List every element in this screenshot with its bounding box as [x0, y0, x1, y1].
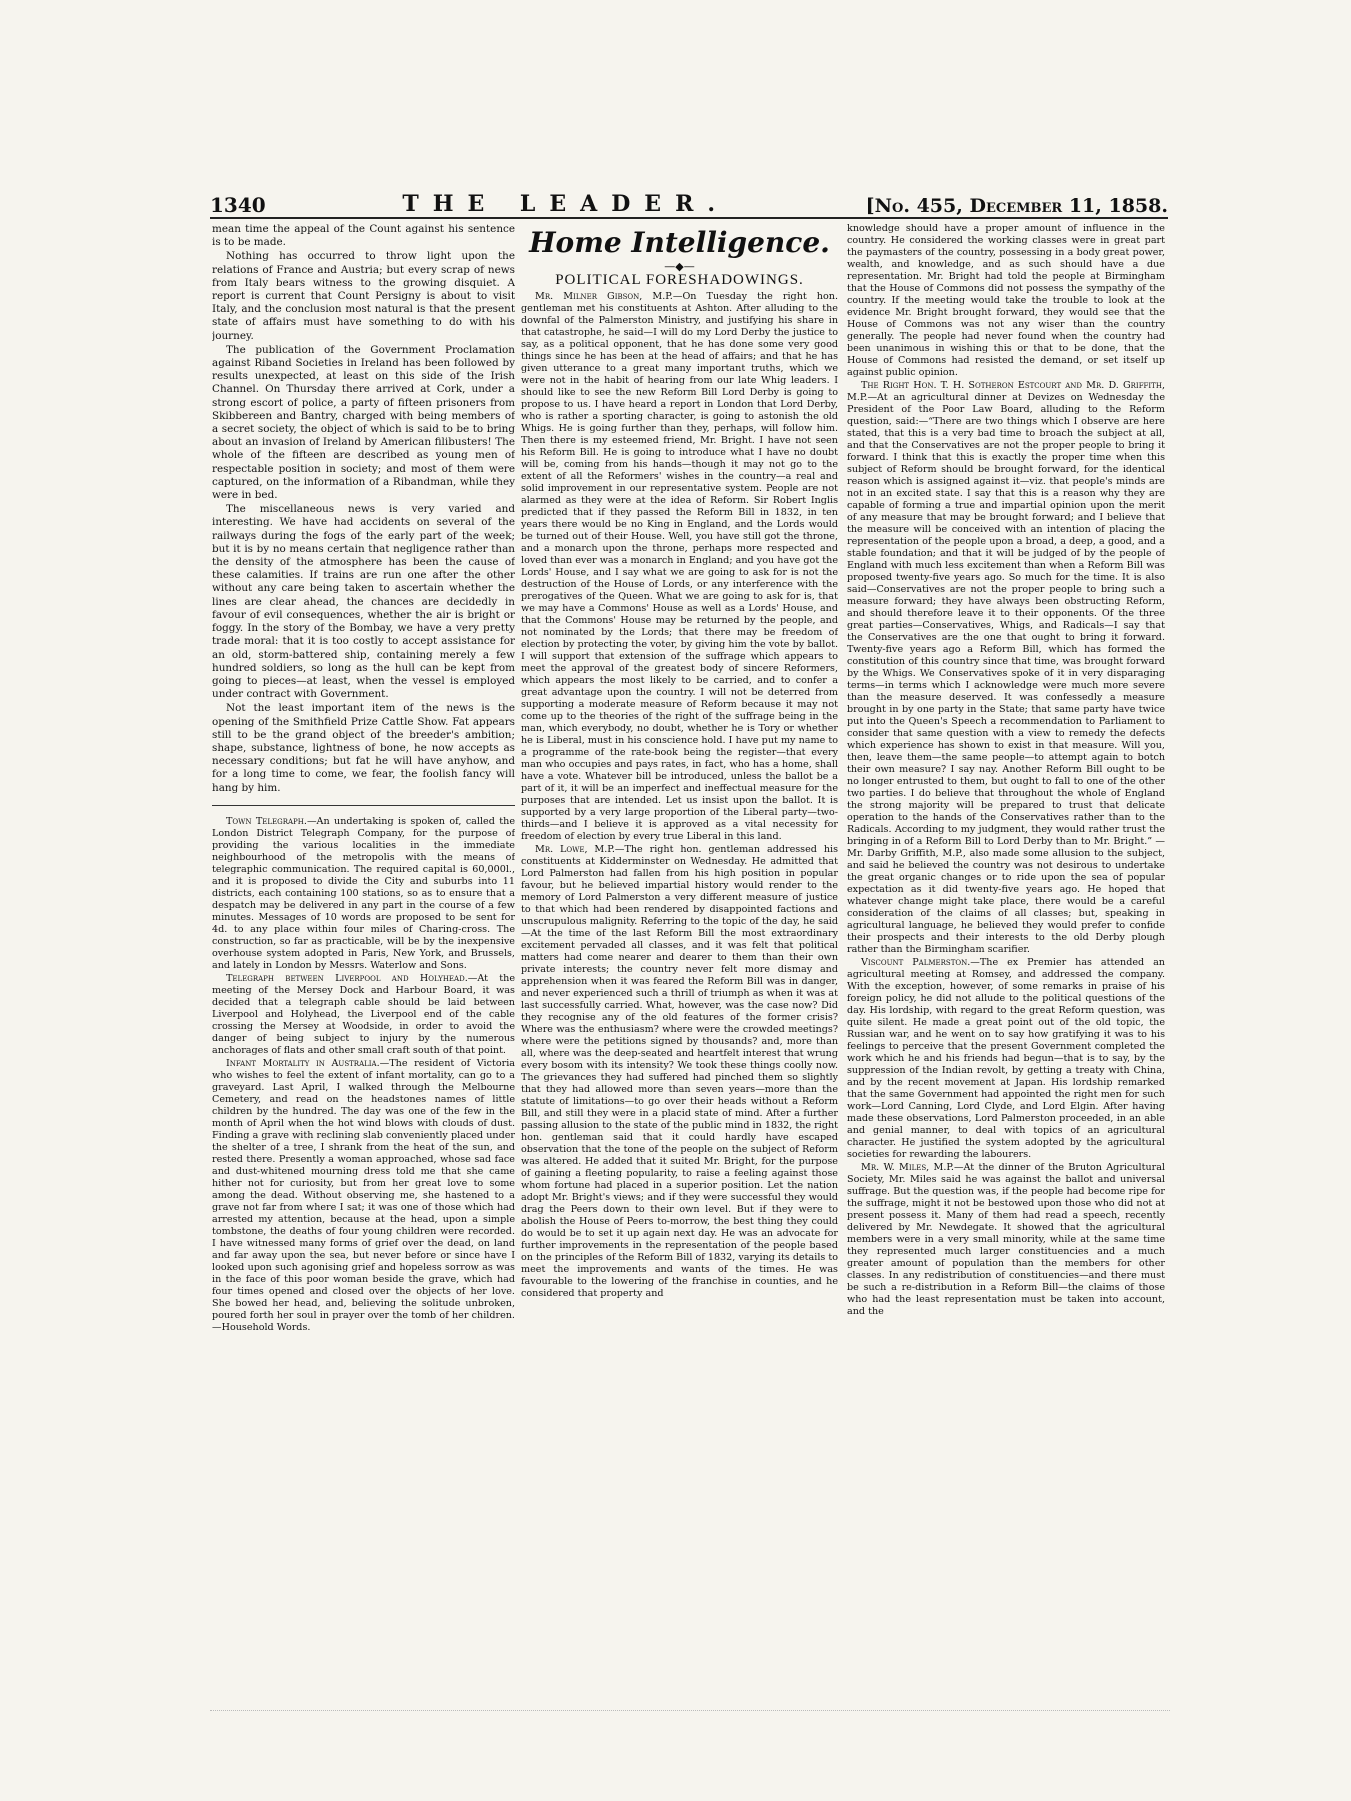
item-text: —At the dinner of the Bruton Agricultural Society, Mr. Miles said he was against the ballot and universal suffrage. But the question was, if the people had become ripe for the suffrage, might it not be bestowed upon those who did not at present possess it. Many of them had read a speech, recently delivered by Mr. Newdegate. It showed that the agricultural members were in a very small minority, while at the same time they represented much larger constituencies and a much greater amount of population than the members for other classes. In any redistribution of constituencies—and there must be such a re-distribution in a Reform Bill—the claims of those who had the least representation must be taken into account, and the: [847, 1162, 1165, 1317]
page-edge: [210, 1710, 1170, 1721]
item-lead: Town Telegraph.: [226, 815, 307, 827]
section-title: Home Intelligence.: [529, 226, 830, 259]
page-header: [210, 191, 1168, 219]
item-lead: Viscount Palmerston.: [861, 957, 971, 968]
column-2: [521, 223, 838, 1613]
paragraph: Nothing has occurred to throw light upon the relations of France and Austria; but every scrap of news from Italy bears witness to the growing disquiet. A report is current that Count Persigny is about to visit Italy, and the conclusion most natural is that the present state of affairs must have something to do with his journey.: [212, 250, 515, 342]
item-text: —At an agricultural dinner at Devizes on Wednesday the President of the Poor Law Board, alluding to the Reform question, said:—“There are two things which I observe are here stated, that this is a very bad time to broach the subject at all, and that the Conservatives are not the proper people to bring it forward. I think that this is exactly the proper time when this subject of Reform should be brought forward, for the identical reason which is assigned against it—viz. that people's minds are not in an excited state. I say that this is a reason why they are capable of forming a true and impartial opinion upon the merit of any measure that may be brought forward; and I believe that the measure will be conceived with an intention of placing the representation of the people upon a broad, a deep, a good, and a stable foundation; and that it will be judged of by the people of England with much less excitement than when a Reform Bill was proposed twenty-five years ago. So much for the time. It is also said—Conservatives are not the proper people to bring such a measure forward; they have always been obstructing Reform, and should therefore leave it to their opponents. Of the three great parties—Conservatives, Whigs, and Radicals—I say that the Conservatives are the one that ought to bring it forward. Twenty-five years ago a Reform Bill, which has formed the constitution of this country since that time, was brought forward by the Whigs. We Conservatives spoke of it in very disparaging terms—in terms which I acknowledge were much more severe than the measure deserved. It was confessedly a measure brought in by one party in the State; that same party have twice put into the Queen's Speech a recommendation to Parliament to consider that same question with a view to remedy the defects which experience has shown to exist in that measure. Will you, then, leave them—the same people—to attempt again to botch their own measure? I say nay. Another Reform Bill ought to be no longer entrusted to them, but ought to fall to one of the other two parties. I do believe that throughout the whole of England the strong majority will be prepared to trust that delicate operation to the hands of the Conservatives rather than to the Radicals. According to my judgment, they would rather trust the bringing in of a Reform Bill to Lord Derby than to Mr. Bright.” —Mr. Darby Griffith, M.P., also made some allusion to the subject, and said he believed the country was not desirous to undertake the great organic changes or to ride upon the sea of popular expectation as it did twenty-five years ago. He hoped that whatever change might take place, there would be a careful consideration of the claims of all classes; but, speaking in agricultural language, he believed they would prefer to confide their prospects and their interests to the old Derby plough rather than the Birmingham scarifier.: [847, 392, 1165, 955]
item-text: —The resident of Victoria who wishes to feel the extent of infant mortality, can go to a graveyard. Last April, I walked through the Melbourne Cemetery, and read on the headstones names of little children by the hundred. The day was one of the few in the month of April when the hot wind blows with clouds of dust. Finding a grave with reclining slab conveniently placed under the shelter of a tree, I shrank from the heat of the sun, and rested there. Presently a woman approached, whose sad face and dust-whitened mourning dress told me that she came hither not for curiosity, but from her great love to some among the dead. Without observing me, she hastened to a grave not far from where I sat; it was one of those which had arrested my attention, because at the head, upon a simple tombstone, the deaths of four young children were recorded. I have witnessed many forms of grief over the dead, on land and far away upon the sea, but never before or since have I looked upon such agonising grief and hopeless sorrow as was in the face of this poor woman beside the grave, which had four times opened and closed over the objects of her love. She bowed her head, and, believing the solitude unbroken, poured forth her soul in prayer over the tomb of her children.—Household Words.: [212, 1057, 515, 1333]
ornament-divider: —◆—: [664, 260, 695, 273]
news-item-milner-gibson: [521, 291, 838, 843]
item-text: —The right hon. gentleman addressed his constituents at Kidderminster on Wednesday. He admitted that Lord Palmerston had fallen from his high position in popular favour, but he believed impartial history would render to the memory of Lord Palmerston a very different measure of justice to that which had been rendered by disappointed factions and unscrupulous malignity. Referring to the topic of the day, he said—At the time of the last Reform Bill the most extraordinary excitement pervaded all classes, and it was felt that political matters had come nearer and dearer to them than their own private interests; the country never felt more dismay and apprehension when it was feared the Reform Bill was in danger, and never experienced such a thrill of triumph as when it was at last successfully carried. What, however, was the case now? Did they recognise any of the old features of the former crisis? Where was the enthusiasm? where were the crowded meetings? where were the petitions signed by thousands? and, more than all, where was the deep-seated and heartfelt interest that wrung every bosom with its intensity? We took these things coolly now. The grievances they had suffered had pinched them so slightly that they had allowed more than seven years—more than the statute of limitations—to go over their heads without a Reform Bill, and still they were in a placid state of mind. After a further passing allusion to the state of the public mind in 1832, the right hon. gentleman said that it could hardly have escaped observation that the tone of the people on the subject of Reform was altered. He added that it suited Mr. Bright, for the purpose of gaining a fleeting popularity, to raise a feeling against those whom fortune had placed in a superior position. Let the nation adopt Mr. Bright's views; and if they were successful they would drag the Peers down to their own level. But if they were to abolish the House of Peers to-morrow, the best thing they could do would be to set it up again next day. He was an advocate for further improvements in the representation of the people based on the principles of the Reform Bill of 1832, varying its details to meet the improvements and wants of the times. He was favourable to the lowering of the franchise in counties, and he considered that property and: [521, 844, 838, 1300]
news-item-liverpool-telegraph: [212, 973, 515, 1057]
item-text: —On Tuesday the right hon. gentleman met his constituents at Ashton. After alluding to the downfal of the Palmerston Ministry, and justifying his share in that catastrophe, he said—I will do my Lord Derby the justice to say, as a political opponent, that he has done some very good things since he has been at the head of affairs; and that he has given utterance to a great many important truths, which we were not in the habit of hearing from our late Whig leaders. I should like to see the new Reform Bill Lord Derby is going to propose to us. I have heard a report in London that Lord Derby, who is rather a sporting character, is going to astonish the old Whigs. He is going further than they, perhaps, will follow him. Then there is my esteemed friend, Mr. Bright. I have not seen his Reform Bill. He is going to introduce what I have no doubt will be, coming from his hands—though it may not go to the extent of all the Reformers' wishes in the country—a real and solid improvement in our representative system. People are not alarmed as they were at the idea of Reform. Sir Robert Inglis predicted that if they passed the Reform Bill in 1832, in ten years there would be no King in England, and the Lords would be turned out of their House. Well, you have still got the throne, and a monarch upon the throne, perhaps more respected and loved than ever was a monarch in England; and you have got the Lords' House, and I say what we are going to ask for is not the destruction of the House of Lords, or any interference with the prerogatives of the Queen. What we are going to ask for is, that we may have a Commons' House as well as a Lords' House, and that the Commons' House may be returned by the people, and not nominated by the Lords; that there may be freedom of election by protecting the voter, by giving him the vote by ballot. I will support that extension of the suffrage which appears to meet the approval of the greatest body of sincere Reformers, which appears the most likely to be carried, and to confer a great advantage upon the country. I will not be deterred from supporting a moderate measure of Reform because it may not come up to the theories of the right of the suffrage being in the man, which everybody, no doubt, whether he is Tory or whether he is Liberal, must in his conscience hold. I have put my name to a programme of the rate-book being the register—that every man who occupies and pays rates, in fact, who has a home, shall have a vote. Whatever bill be introduced, unless the ballot be a part of it, it will be an imperfect and ineffectual measure for the purposes that are intended. Let us insist upon the ballot. It is supported by a very large proportion of the Liberal party—two-thirds—and I believe it is approved as a vital necessity for freedom of election by every true Liberal in this land.: [521, 291, 838, 843]
article-title: POLITICAL FORESHADOWINGS.: [555, 272, 804, 288]
paragraph: knowledge should have a proper amount of influence in the country. He considered the working classes were in great part the paymasters of the country, possessing in a body great power, wealth, and knowledge, and as such should have a due representation. Mr. Bright had told the people at Birmingham that the House of Commons did not possess the sympathy of the country. If the meeting would take the trouble to look at the evidence Mr. Bright brought forward, they would see that the House of Commons was not any wiser than the country generally. The people had never found when the country had been unanimous in wishing this or that to be done, that the House of Commons had resisted the demand, or set itself up against public opinion.: [847, 223, 1165, 378]
item-lead: Infant Mortality in Australia.: [226, 1057, 380, 1069]
item-text: —An undertaking is spoken of, called the London District Telegraph Company, for the purpose of providing the various localities in the immediate neighbourhood of the metropolis with the means of telegraphic communication. The required capital is 60,000l., and it is proposed to divide the City and suburbs into 11 districts, each containing 100 stations, so as to ensure that a despatch may be delivered in any part in the course of a few minutes. Messages of 10 words are proposed to be sent for 4d. to any place within four miles of Charing-cross. The construction, so far as practicable, will be by the inexpensive overhouse system adopted in Paris, New York, and Brussels, and lately in London by Messrs. Waterlow and Sons.: [212, 815, 515, 971]
page-number: 1340: [210, 193, 266, 217]
news-item-town-telegraph: [212, 816, 515, 972]
item-text: —At the meeting of the Mersey Dock and Harbour Board, it was decided that a telegraph cable should be laid between Liverpool and Holyhead, the Liverpool end of the cable crossing the Mersey at Woodside, in order to avoid the danger of being subject to injury by the numerous anchorages of flats and other small craft south of that point.: [212, 972, 515, 1056]
item-lead: Mr. Milner Gibson, M.P.: [535, 291, 673, 303]
issue-date: [No. 455, December 11, 1858.: [865, 195, 1168, 217]
news-item-palmerston: [847, 957, 1165, 1161]
item-lead: Mr. Lowe, M.P.: [535, 844, 615, 856]
news-item-miles: [847, 1162, 1165, 1318]
column-1: [212, 223, 515, 1663]
masthead-title: THE LEADER.: [402, 191, 730, 217]
item-lead: The Right Hon. T. H. Sotheron Estcourt and Mr. D. Griffith, M.P.: [847, 380, 1165, 403]
paragraph: The miscellaneous news is very varied and interesting. We have had accidents on several of the railways during the fogs of the early part of the week; but it is by no means certain that negligence rather than the density of the atmosphere has been the cause of these calamities. If trains are run one after the other without any care being taken to ascertain whether the lines are clear ahead, the chances are decidedly in favour of evil consequences, whether the air is bright or foggy. In the story of the Bombay, we have a very pretty trade moral: that it is too costly to accept assistance for an old, storm-battered ship, containing merely a few hundred soldiers, so long as the hull can be kept from going to pieces—at least, when the vessel is employed under contract with Government.: [212, 503, 515, 701]
paragraph: The publication of the Government Proclamation against Riband Societies in Ireland has been followed by results unexpected, at least on this side of the Irish Channel. On Thursday there arrived at Cork, under a strong escort of police, a party of fifteen prisoners from Skibbereen and Bantry, charged with being members of a secret society, the object of which is said to be to bring about an invasion of Ireland by American filibusters! The whole of the fifteen are described as young men of respectable position in society; and most of them were captured, on the information of a Ribandman, while they were in bed.: [212, 343, 515, 502]
news-item-estcourt: [847, 380, 1165, 956]
item-lead: Telegraph between Liverpool and Holyhead.: [226, 972, 468, 984]
paragraph: Not the least important item of the news is the opening of the Smithfield Prize Cattle Show. Fat appears still to be the grand object of the breeder's ambition; shape, substance, lightness of bone, he now accepts as necessary conditions; but fat he will have anyhow, and for a long time to come, we fear, the foolish fancy will hang by him.: [212, 702, 515, 794]
column-divider-rule: [212, 805, 515, 806]
paragraph: mean time the appeal of the Count against his sentence is to be made.: [212, 223, 515, 249]
item-text: —The ex Premier has attended an agricultural meeting at Romsey, and addressed the company. With the exception, however, of some remarks in praise of his foreign policy, he did not allude to the political questions of the day. His lordship, with regard to the great Reform question, was quite silent. He made a great point out of the old topic, the Russian war, and he went on to say how gratifying it was to his feelings to perceive that the present Government completed the work which he and his friends had begun—that is to say, by the suppression of the Indian revolt, by getting a treaty with China, and by the recent movement at Japan. His lordship remarked that the same Government had appointed the right men for such work—Lord Canning, Lord Clyde, and Lord Elgin. After having made these observations, Lord Palmerston proceeded, in an able and genial manner, to deal with topics of an agricultural character. He justified the system adopted by the agricultural societies for rewarding the labourers.: [847, 957, 1165, 1160]
news-item-lowe: [521, 844, 838, 1300]
news-item-infant-mortality: [212, 1058, 515, 1334]
column-3: [847, 223, 1165, 1623]
item-lead: Mr. W. Miles, M.P.: [861, 1162, 954, 1173]
